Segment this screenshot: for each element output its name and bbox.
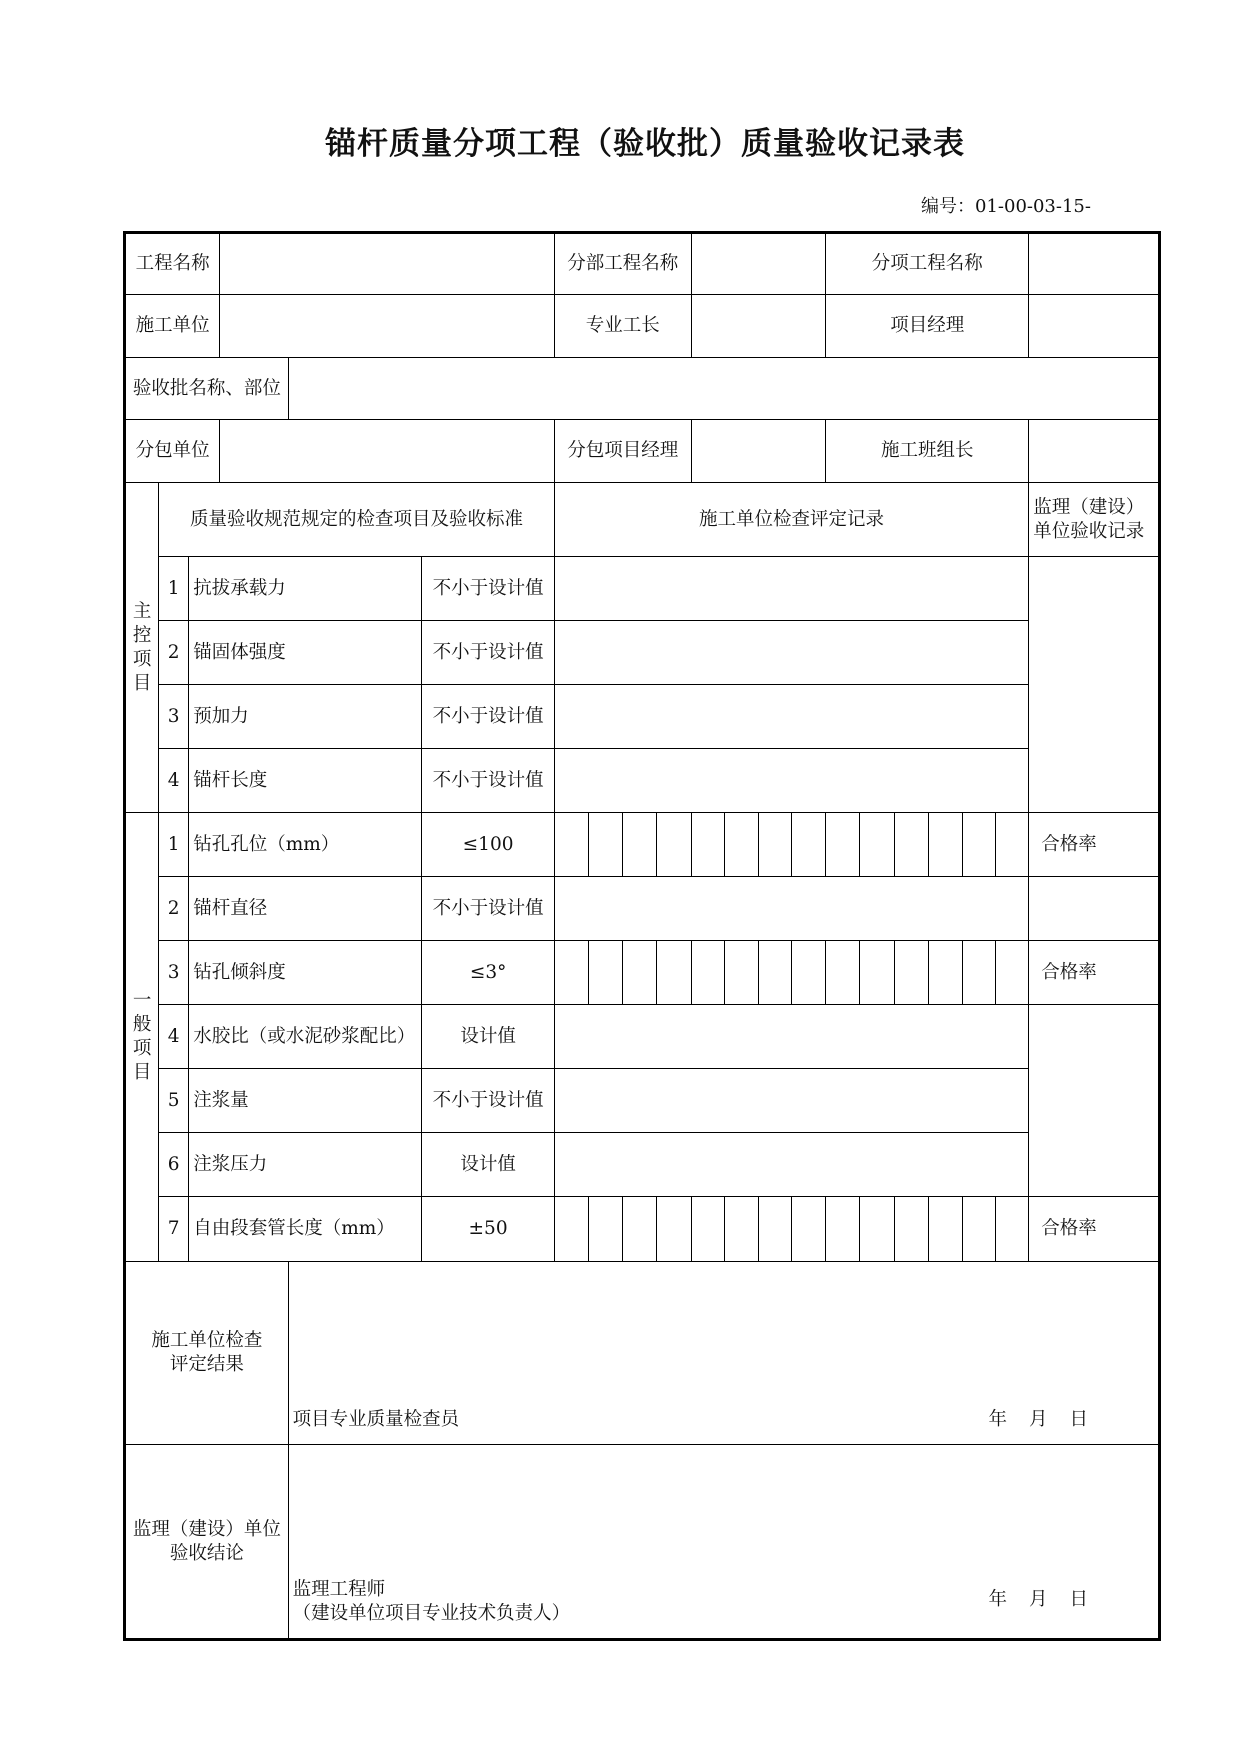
contractor-label: 施工单位 [125, 295, 220, 358]
measurement-cell[interactable] [894, 1197, 928, 1262]
measurement-cell[interactable] [996, 941, 1029, 1005]
measurement-cell[interactable] [996, 1197, 1029, 1262]
subcontractor-label: 分包单位 [125, 420, 220, 483]
general-item-number: 1 [159, 813, 189, 877]
measurement-cell[interactable] [623, 941, 657, 1005]
general-item-number: 3 [159, 941, 189, 1005]
measurement-cell[interactable] [724, 813, 758, 877]
general-item-standard: 不小于设计值 [422, 877, 555, 941]
measurement-cell[interactable] [691, 941, 724, 1005]
document-number: 编号：01-00-03-15- [921, 196, 1091, 217]
main-item-standard: 不小于设计值 [422, 685, 555, 749]
measurement-cell[interactable] [657, 1197, 691, 1262]
general-item-number: 6 [159, 1133, 189, 1197]
supervision-column-header: 监理（建设）单位验收记录 [1029, 483, 1160, 557]
supervision-result-label: 监理（建设）单位验收结论 [125, 1445, 289, 1640]
sub-item-value[interactable] [1029, 233, 1160, 295]
general-item-standard: 设计值 [422, 1133, 555, 1197]
measurement-cell[interactable] [554, 1197, 588, 1262]
measurement-cell[interactable] [792, 941, 826, 1005]
general-items-supervision-record[interactable] [1029, 1005, 1160, 1197]
measurement-cell[interactable] [724, 1197, 758, 1262]
general-item-standard: 不小于设计值 [422, 1069, 555, 1133]
main-item-standard: 不小于设计值 [422, 621, 555, 685]
main-item-record[interactable] [554, 557, 1028, 621]
general-item-record[interactable] [554, 877, 1028, 941]
supervision-result-area[interactable] [288, 1445, 1159, 1640]
measurement-cell[interactable] [962, 941, 995, 1005]
contractor-value[interactable] [220, 295, 555, 358]
general-item-standard: ≤3° [422, 941, 555, 1005]
record-column-header: 施工单位检查评定记录 [554, 483, 1028, 557]
measurement-cell[interactable] [894, 941, 928, 1005]
measurement-cell[interactable] [860, 941, 894, 1005]
general-item-number: 7 [159, 1197, 189, 1262]
general-item-name: 锚杆直径 [189, 877, 422, 941]
sub-item-label: 分项工程名称 [826, 233, 1029, 295]
main-item-number: 2 [159, 621, 189, 685]
general-item-number: 5 [159, 1069, 189, 1133]
measurement-cell[interactable] [623, 813, 657, 877]
measurement-cell[interactable] [724, 941, 758, 1005]
measurement-cell[interactable] [657, 941, 691, 1005]
supervising-engineer-label: 监理工程师 （建设单位项目专业技术负责人） [292, 1579, 571, 1624]
general-item-record[interactable] [554, 1069, 1028, 1133]
main-item-name: 抗拔承载力 [189, 557, 422, 621]
measurement-cell[interactable] [860, 813, 894, 877]
main-item-record[interactable] [554, 685, 1028, 749]
measurement-cell[interactable] [589, 813, 623, 877]
sub-division-value[interactable] [691, 233, 826, 295]
foreman-value[interactable] [691, 295, 826, 358]
general-item-name: 注浆量 [189, 1069, 422, 1133]
measurement-cell[interactable] [894, 813, 928, 877]
project-name-label: 工程名称 [125, 233, 220, 295]
subcontractor-value[interactable] [220, 420, 555, 483]
general-items-group-label: 一 般 项 目 [125, 813, 159, 1262]
signature-date: 年 月 日 [988, 1409, 1088, 1430]
measurement-cell[interactable] [691, 1197, 724, 1262]
measurement-cell[interactable] [928, 1197, 962, 1262]
measurement-cell[interactable] [758, 813, 791, 877]
general-item-name: 注浆压力 [189, 1133, 422, 1197]
measurement-cell[interactable] [826, 1197, 860, 1262]
general-item-record[interactable] [554, 1005, 1028, 1069]
measurement-cell[interactable] [996, 813, 1029, 877]
team-leader-value[interactable] [1029, 420, 1160, 483]
contractor-result-label: 施工单位检查评定结果 [125, 1262, 289, 1445]
general-item-standard: 设计值 [422, 1005, 555, 1069]
measurement-cell[interactable] [962, 813, 995, 877]
contractor-result-area[interactable] [288, 1262, 1159, 1445]
general-item-number: 2 [159, 877, 189, 941]
batch-value[interactable] [288, 358, 1159, 420]
measurement-cell[interactable] [792, 1197, 826, 1262]
general-item-record[interactable] [554, 1133, 1028, 1197]
project-manager-label: 项目经理 [826, 295, 1029, 358]
main-items-group-label: 主 控 项 目 [125, 483, 159, 813]
main-item-name: 锚固体强度 [189, 621, 422, 685]
sub-division-label: 分部工程名称 [554, 233, 691, 295]
general-item-name: 钻孔倾斜度 [189, 941, 422, 1005]
main-item-standard: 不小于设计值 [422, 557, 555, 621]
measurement-cell[interactable] [928, 941, 962, 1005]
general-item-standard: ±50 [422, 1197, 555, 1262]
measurement-cell[interactable] [758, 941, 791, 1005]
measurement-cell[interactable] [691, 813, 724, 877]
general-item-name: 水胶比（或水泥砂浆配比） [189, 1005, 422, 1069]
team-leader-label: 施工班组长 [826, 420, 1029, 483]
measurement-cell[interactable] [826, 813, 860, 877]
general-item-supervision-record[interactable] [1029, 877, 1160, 941]
pass-rate-label: 合格率 [1029, 1197, 1160, 1262]
sub-project-manager-label: 分包项目经理 [554, 420, 691, 483]
measurement-cell[interactable] [962, 1197, 995, 1262]
main-item-number: 3 [159, 685, 189, 749]
standard-column-header: 质量验收规范规定的检查项目及验收标准 [159, 483, 555, 557]
general-item-number: 4 [159, 1005, 189, 1069]
measurement-cell[interactable] [589, 1197, 623, 1262]
general-item-name: 自由段套管长度（mm） [189, 1197, 422, 1262]
batch-label: 验收批名称、部位 [125, 358, 289, 420]
measurement-cell[interactable] [758, 1197, 791, 1262]
quality-inspector-label: 项目专业质量检查员 [292, 1409, 460, 1430]
main-item-name: 预加力 [189, 685, 422, 749]
measurement-cell[interactable] [589, 941, 623, 1005]
general-item-standard: ≤100 [422, 813, 555, 877]
measurement-cell[interactable] [792, 813, 826, 877]
measurement-cell[interactable] [826, 941, 860, 1005]
pass-rate-label: 合格率 [1029, 813, 1160, 877]
measurement-cell[interactable] [860, 1197, 894, 1262]
main-item-number: 4 [159, 749, 189, 813]
measurement-cell[interactable] [657, 813, 691, 877]
main-item-standard: 不小于设计值 [422, 749, 555, 813]
measurement-cell[interactable] [928, 813, 962, 877]
general-item-name: 钻孔孔位（mm） [189, 813, 422, 877]
measurement-cell[interactable] [554, 941, 588, 1005]
main-item-number: 1 [159, 557, 189, 621]
project-name-value[interactable] [220, 233, 555, 295]
signature-date: 年 月 日 [988, 1589, 1088, 1610]
form-title: 锚杆质量分项工程（验收批）质量验收记录表 [325, 126, 965, 162]
main-item-record[interactable] [554, 749, 1028, 813]
main-item-record[interactable] [554, 621, 1028, 685]
main-items-supervision-record[interactable] [1029, 557, 1160, 813]
measurement-cell[interactable] [623, 1197, 657, 1262]
project-manager-value[interactable] [1029, 295, 1160, 358]
pass-rate-label: 合格率 [1029, 941, 1160, 1005]
measurement-cell[interactable] [554, 813, 588, 877]
foreman-label: 专业工长 [554, 295, 691, 358]
sub-project-manager-value[interactable] [691, 420, 826, 483]
main-item-name: 锚杆长度 [189, 749, 422, 813]
acceptance-record-table [123, 231, 1161, 1641]
